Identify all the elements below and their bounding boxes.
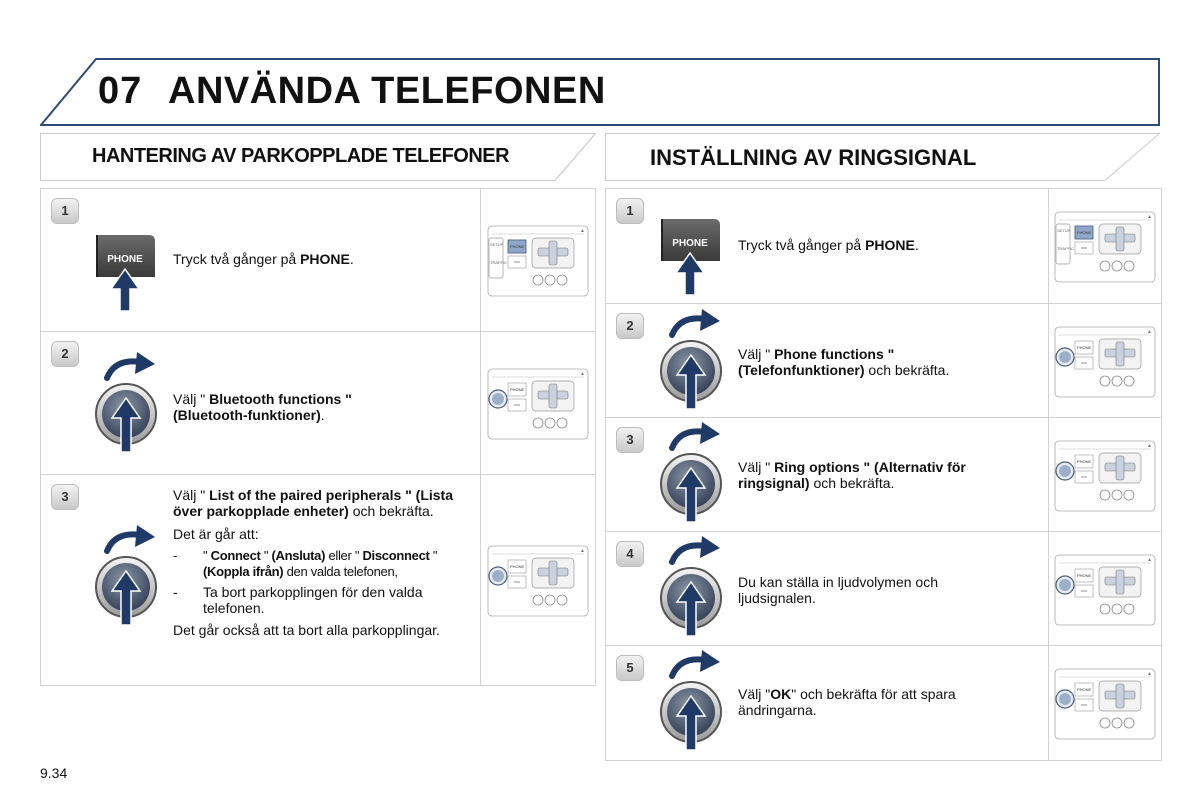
svg-text:▲: ▲ — [580, 548, 585, 554]
step-row — [41, 475, 595, 685]
radio-panel-knob-highlight — [1048, 646, 1161, 760]
step-number-badge: 2 — [616, 313, 644, 339]
svg-text:▲: ▲ — [1147, 671, 1152, 677]
svg-text:TRAFFIC: TRAFFIC — [1057, 246, 1074, 251]
radio-panel-knob-highlight — [1048, 418, 1161, 531]
radio-control-illustration — [486, 363, 590, 443]
phone-button-icon — [658, 217, 724, 297]
svg-text:PHONE: PHONE — [510, 244, 525, 249]
radio-panel-phone-highlight — [1048, 189, 1161, 303]
svg-text:PHONE: PHONE — [510, 387, 525, 392]
radio-panel-knob-highlight — [480, 475, 595, 685]
rotary-knob-icon — [656, 309, 726, 421]
phone-button-label: PHONE — [107, 254, 143, 265]
step-instruction: Välj " Phone functions " (Telefonfunktioner) och bekräfta. — [738, 346, 950, 378]
svg-text:SETUP: SETUP — [490, 242, 504, 247]
svg-text:PHONE: PHONE — [1077, 572, 1092, 578]
step-instruction: Tryck två gånger på PHONE. — [173, 251, 354, 267]
radio-panel-knob-highlight — [480, 332, 595, 474]
step-row — [606, 418, 1161, 532]
svg-text:PHONE: PHONE — [1077, 230, 1092, 235]
step-number-badge: 2 — [51, 341, 79, 367]
radio-panel-knob-highlight — [1048, 304, 1161, 417]
svg-text:PHONE: PHONE — [1077, 687, 1092, 692]
svg-text:▲: ▲ — [1147, 556, 1152, 563]
step-instruction: Välj " Ring options " (Alternativ för ringsignal) och bekräfta. — [738, 459, 966, 491]
svg-text:PHONE: PHONE — [1077, 344, 1092, 350]
step-number-badge: 5 — [616, 655, 644, 681]
svg-text:▲: ▲ — [1147, 214, 1152, 220]
step-number-badge: 3 — [51, 484, 79, 510]
radio-control-illustration — [1053, 435, 1157, 515]
radio-control-illustration — [1053, 663, 1157, 743]
step-row — [606, 304, 1161, 418]
rotary-knob-icon — [656, 536, 726, 648]
step-instruction: Du kan ställa in ljudvolymen och ljudsignalen. — [738, 574, 938, 606]
svg-text:SETUP: SETUP — [1057, 228, 1071, 233]
left-section-title: HANTERING AV PARKOPPLADE TELEFONER — [92, 145, 510, 167]
svg-text:▲: ▲ — [1147, 328, 1152, 335]
step-number-badge: 1 — [51, 198, 79, 224]
step-number-badge: 4 — [616, 541, 644, 567]
step-row — [41, 332, 595, 475]
step-instruction: Välj " Bluetooth functions " (Bluetooth-funktioner). — [173, 391, 352, 423]
radio-panel-phone-highlight — [480, 189, 595, 331]
right-section-heading — [605, 133, 1160, 181]
radio-control-illustration — [1053, 321, 1157, 401]
step-instruction: Välj " List of the paired peripherals " (Lista över parkopplade enheter) och bekräfta. Det är går att: - " Connect " (Ansluta) eller " Disconnect " (Koppla ifrån) den valda telefonen, - Ta bort parkopplingen för den valda telefonen. Det går också att ta bort alla parkopplingar. — [173, 487, 453, 638]
radio-control-illustration — [486, 220, 590, 300]
radio-control-illustration — [486, 540, 590, 620]
rotary-knob-icon — [91, 525, 161, 637]
radio-control-illustration — [1053, 206, 1157, 286]
chapter-title: ANVÄNDA TELEFONEN — [168, 70, 606, 112]
radio-panel-knob-highlight — [1048, 532, 1161, 645]
left-section-heading — [40, 133, 596, 181]
page-number: 9.34 — [40, 765, 68, 781]
chapter-number: 07 — [98, 70, 143, 112]
svg-text:▲: ▲ — [580, 371, 585, 377]
right-steps-table — [605, 188, 1162, 761]
step-row — [606, 189, 1161, 304]
step-row — [606, 646, 1161, 760]
step-instruction: Tryck två gånger på PHONE. — [738, 237, 919, 253]
step-instruction: Välj "OK" och bekräfta för att spara ändringarna. — [738, 686, 956, 718]
svg-text:PHONE: PHONE — [1077, 458, 1092, 464]
phone-button-icon — [93, 233, 159, 313]
rotary-knob-icon — [91, 352, 161, 464]
radio-control-illustration — [1053, 549, 1157, 629]
svg-text:▲: ▲ — [1147, 442, 1152, 449]
step-number-badge: 3 — [616, 427, 644, 453]
svg-text:▲: ▲ — [580, 228, 585, 234]
svg-text:PHONE: PHONE — [510, 564, 525, 569]
chapter-header — [40, 58, 1160, 126]
rotary-knob-icon — [656, 422, 726, 534]
step-row — [41, 189, 595, 332]
step-number-badge: 1 — [616, 198, 644, 224]
phone-button-label: PHONE — [672, 238, 708, 249]
svg-text:TRAFFIC: TRAFFIC — [490, 260, 507, 265]
right-section-title: INSTÄLLNING AV RINGSIGNAL — [650, 145, 977, 170]
step-row — [606, 532, 1161, 646]
rotary-knob-icon — [656, 650, 726, 762]
left-steps-table — [40, 188, 596, 686]
